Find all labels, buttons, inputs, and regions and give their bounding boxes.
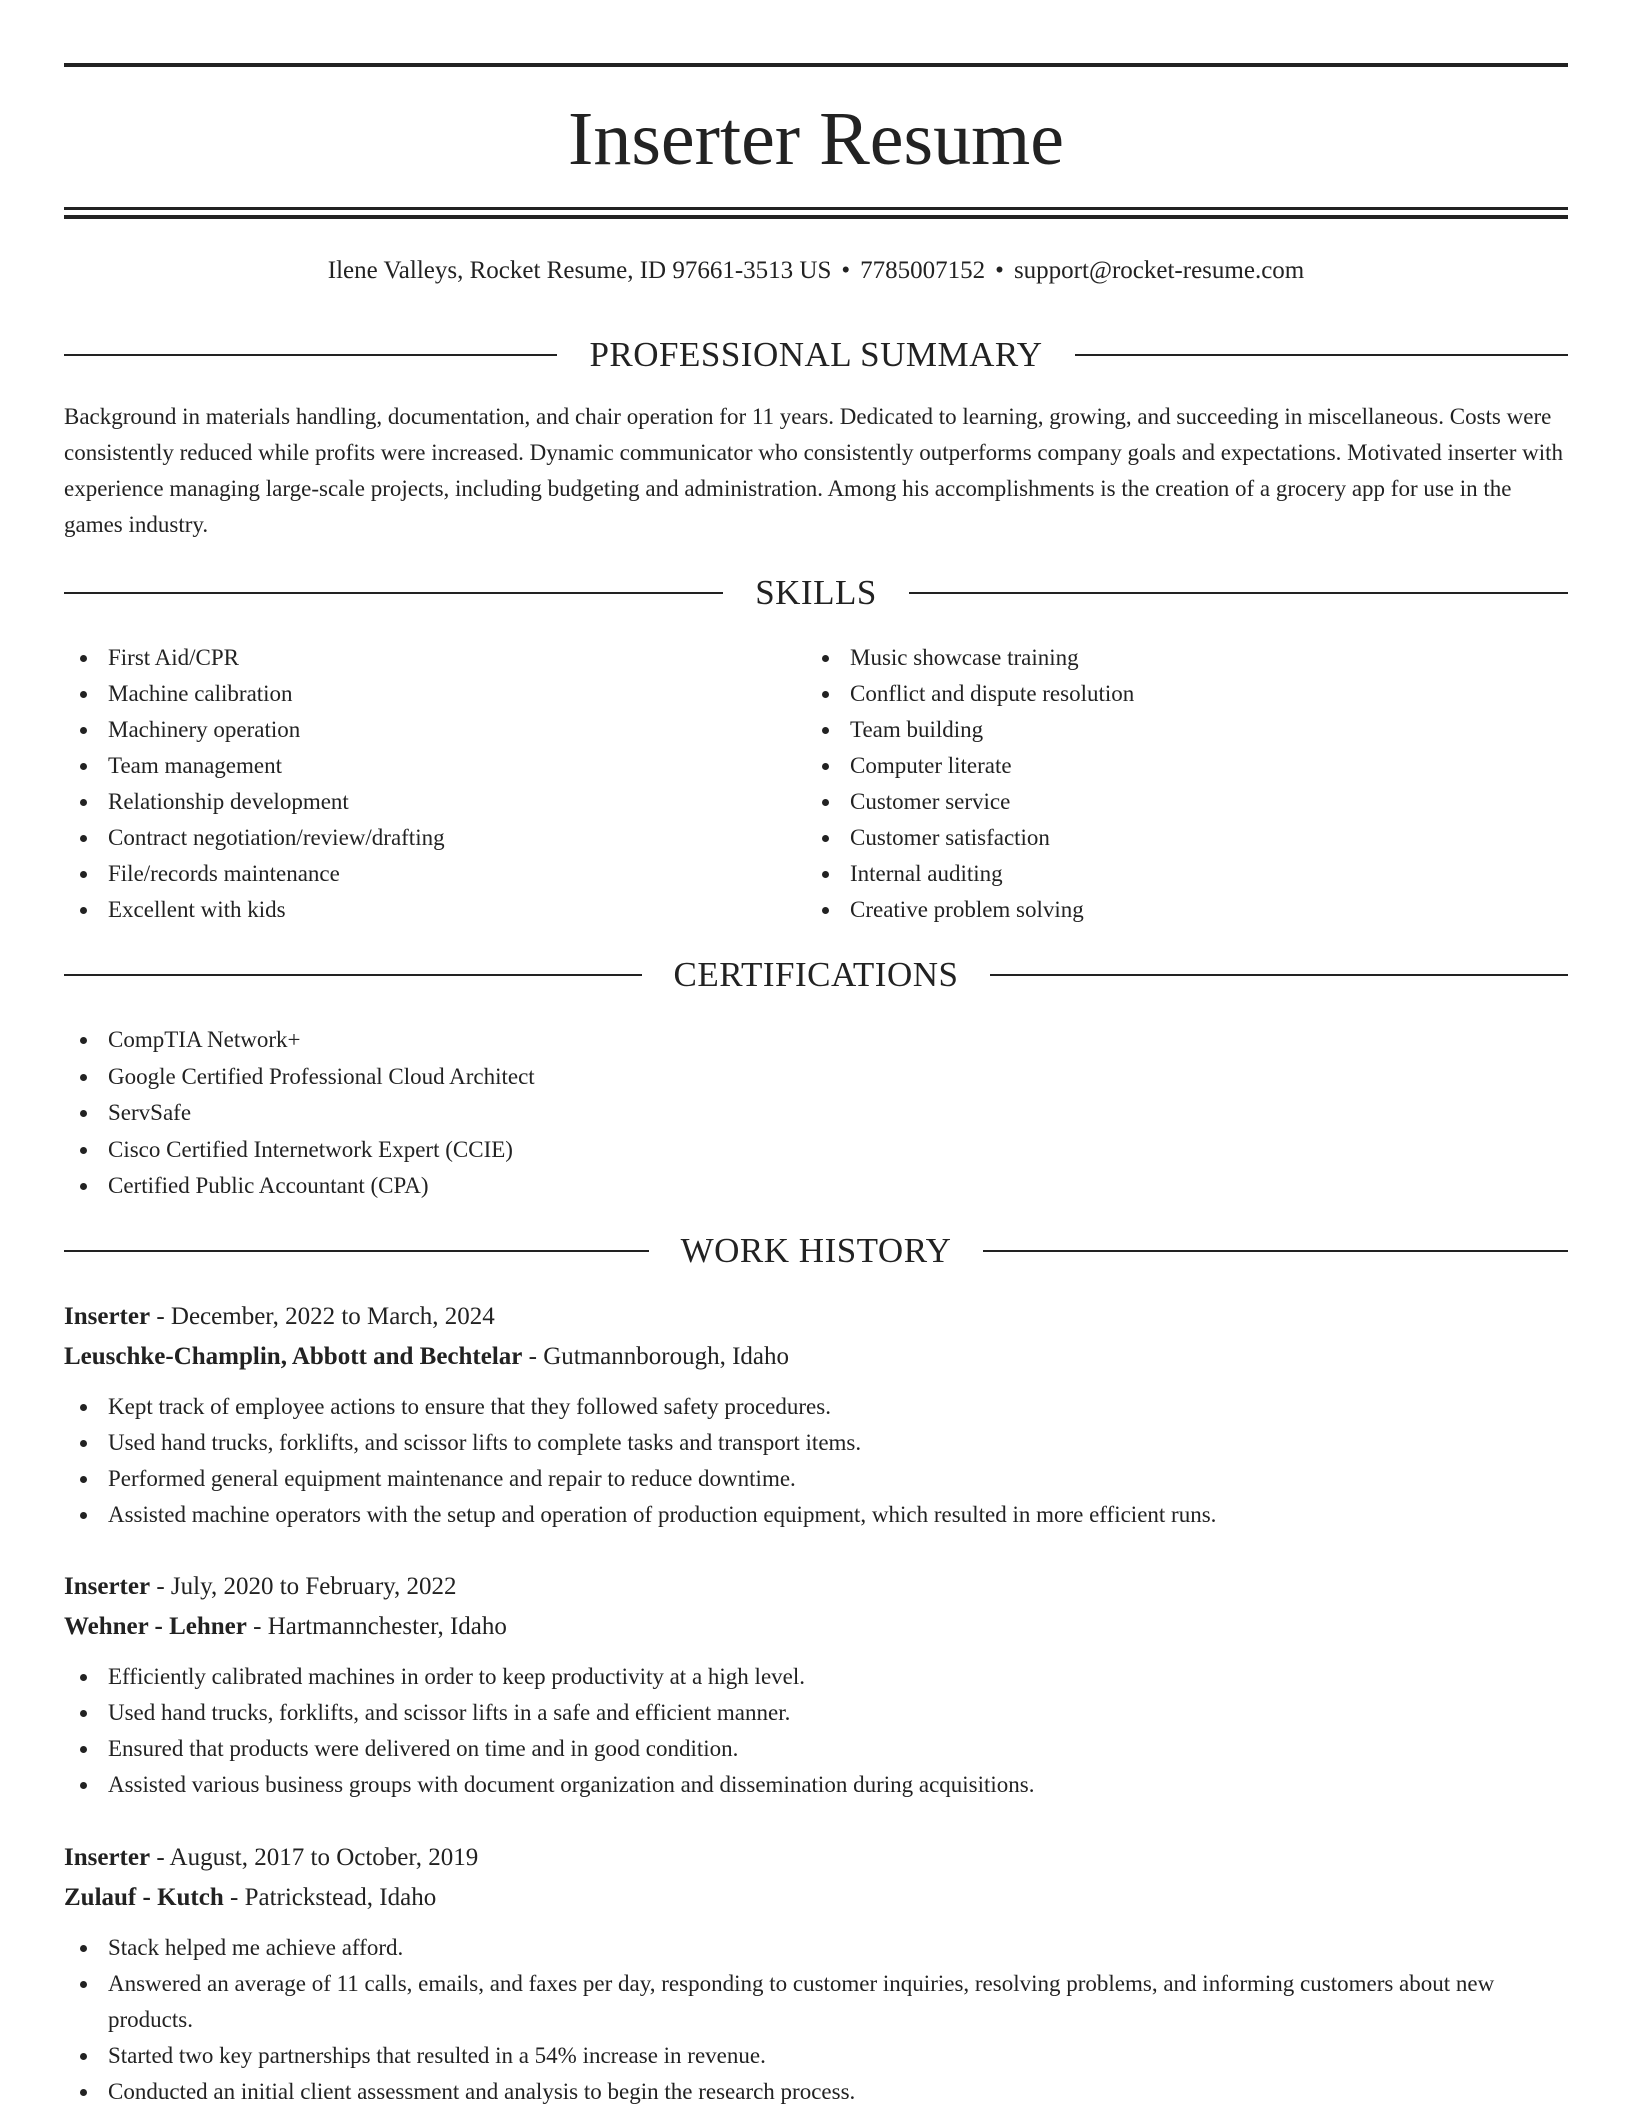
skills-heading xyxy=(64,573,1568,613)
job-company: Wehner - Lehner xyxy=(64,1613,247,1640)
certification-item: ServSafe xyxy=(64,1095,1568,1132)
job-bullet: Answered an average of 11 calls, emails, and faxes per day, responding to customer inquiries, resolving problems, and informing customers about new products. xyxy=(64,1966,1568,2038)
skill-item: Team building xyxy=(806,712,1506,748)
skills-list-left xyxy=(64,640,764,928)
certification-item: Certified Public Accountant (CPA) xyxy=(64,1168,1568,1205)
job-bullet: Used hand trucks, forklifts, and scissor lifts in a safe and efficient manner. xyxy=(64,1695,1568,1731)
heading-rule-right xyxy=(909,592,1568,594)
job-company-line xyxy=(64,1878,1568,1918)
summary-heading xyxy=(64,335,1568,375)
job-bullet: Started two key partnerships that resulted in a 54% increase in revenue. xyxy=(64,2038,1568,2074)
contact-separator: • xyxy=(995,257,1004,284)
skills-heading-text: SKILLS xyxy=(755,573,877,612)
skill-item: Relationship development xyxy=(64,784,764,820)
summary-text: Background in materials handling, documentation, and chair operation for 11 years. Dedicated to learning, growing, and succeeding in miscellaneous. Costs were consistently reduced while profits were increased. Dynamic communicator who consistently outperforms company goals and expectations. Motivated inserter with experience managing large-scale projects, including budgeting and administration. Among his accomplishments is the creation of a grocery app for use in the games industry. xyxy=(64,404,1564,537)
job-bullets xyxy=(64,1659,1568,1803)
job-bullet: Performed general equipment maintenance and repair to reduce downtime. xyxy=(64,1461,1568,1497)
job-company: Zulauf - Kutch xyxy=(64,1884,224,1911)
skill-item: Machinery operation xyxy=(64,712,764,748)
skill-item: Internal auditing xyxy=(806,856,1506,892)
certifications-list xyxy=(64,1022,1568,1205)
job-bullets xyxy=(64,1930,1568,2110)
heading-rule-left xyxy=(64,974,642,976)
skill-item: First Aid/CPR xyxy=(64,640,764,676)
job-dates: - December, 2022 to March, 2024 xyxy=(150,1303,495,1330)
title-rule-lower xyxy=(64,215,1568,219)
skill-item: Contract negotiation/review/drafting xyxy=(64,820,764,856)
job-bullet: Stack helped me achieve afford. xyxy=(64,1930,1568,1966)
certifications-heading-text: CERTIFICATIONS xyxy=(673,955,959,994)
job-bullet: Assisted machine operators with the setup and operation of production equipment, which resulted in more efficient runs. xyxy=(64,1497,1568,1533)
job-company-line xyxy=(64,1337,1568,1377)
heading-rule-right xyxy=(1075,354,1568,356)
work-history-heading-text: WORK HISTORY xyxy=(680,1231,952,1270)
job-bullet: Efficiently calibrated machines in order to keep productivity at a high level. xyxy=(64,1659,1568,1695)
heading-rule-right xyxy=(983,1250,1568,1252)
skill-item: Excellent with kids xyxy=(64,892,764,928)
skill-item: Customer satisfaction xyxy=(806,820,1506,856)
summary-heading-text: PROFESSIONAL SUMMARY xyxy=(589,335,1043,374)
skill-item: Team management xyxy=(64,748,764,784)
title-rule-upper xyxy=(64,207,1568,210)
contact-address: Ilene Valleys, Rocket Resume, ID 97661-3513 US xyxy=(327,257,832,284)
job-entry xyxy=(64,1297,1568,1533)
job-location: - Hartmannchester, Idaho xyxy=(246,1613,507,1640)
skill-item: Creative problem solving xyxy=(806,892,1506,928)
job-title: Inserter xyxy=(64,1573,151,1600)
skill-item: Conflict and dispute resolution xyxy=(806,676,1506,712)
job-bullet: Conducted an initial client assessment and analysis to begin the research process. xyxy=(64,2074,1568,2110)
job-title-line xyxy=(64,1297,1568,1337)
job-bullet: Kept track of employee actions to ensure that they followed safety procedures. xyxy=(64,1389,1568,1425)
job-location: - Gutmannborough, Idaho xyxy=(522,1343,790,1370)
contact-separator: • xyxy=(841,257,851,284)
skill-item: Music showcase training xyxy=(806,640,1506,676)
job-dates: - July, 2020 to February, 2022 xyxy=(150,1573,457,1600)
job-title-line xyxy=(64,1838,1568,1878)
certification-item: CompTIA Network+ xyxy=(64,1022,1568,1059)
contact-email: support@rocket-resume.com xyxy=(1013,257,1305,284)
job-title: Inserter xyxy=(64,1844,151,1871)
skills-list-right xyxy=(806,640,1506,928)
job-bullet: Assisted various business groups with document organization and dissemination during acquisitions. xyxy=(64,1767,1568,1803)
skill-item: Customer service xyxy=(806,784,1506,820)
certification-item: Cisco Certified Internetwork Expert (CCIE) xyxy=(64,1132,1568,1169)
heading-rule-left xyxy=(64,1250,649,1252)
skill-item: Machine calibration xyxy=(64,676,764,712)
work-history-heading xyxy=(64,1231,1568,1271)
job-entry xyxy=(64,1567,1568,1803)
contact-line xyxy=(64,255,1568,287)
heading-rule-left xyxy=(64,592,723,594)
heading-rule-right xyxy=(990,974,1568,976)
job-bullets xyxy=(64,1389,1568,1533)
job-title-line xyxy=(64,1567,1568,1607)
contact-phone: 7785007152 xyxy=(860,257,986,284)
skill-item: File/records maintenance xyxy=(64,856,764,892)
certification-item: Google Certified Professional Cloud Architect xyxy=(64,1059,1568,1096)
job-location: - Patrickstead, Idaho xyxy=(223,1884,437,1911)
job-company: Leuschke-Champlin, Abbott and Bechtelar xyxy=(64,1343,523,1370)
skill-item: Computer literate xyxy=(806,748,1506,784)
resume-title: Inserter Resume xyxy=(568,97,1064,181)
job-entry xyxy=(64,1838,1568,2110)
job-bullet: Used hand trucks, forklifts, and scissor lifts to complete tasks and transport items. xyxy=(64,1425,1568,1461)
job-dates: - August, 2017 to October, 2019 xyxy=(150,1844,479,1871)
certifications-heading xyxy=(64,955,1568,995)
top-rule xyxy=(64,63,1568,67)
job-bullet: Ensured that products were delivered on time and in good condition. xyxy=(64,1731,1568,1767)
job-company-line xyxy=(64,1607,1568,1647)
job-title: Inserter xyxy=(64,1303,151,1330)
heading-rule-left xyxy=(64,354,557,356)
